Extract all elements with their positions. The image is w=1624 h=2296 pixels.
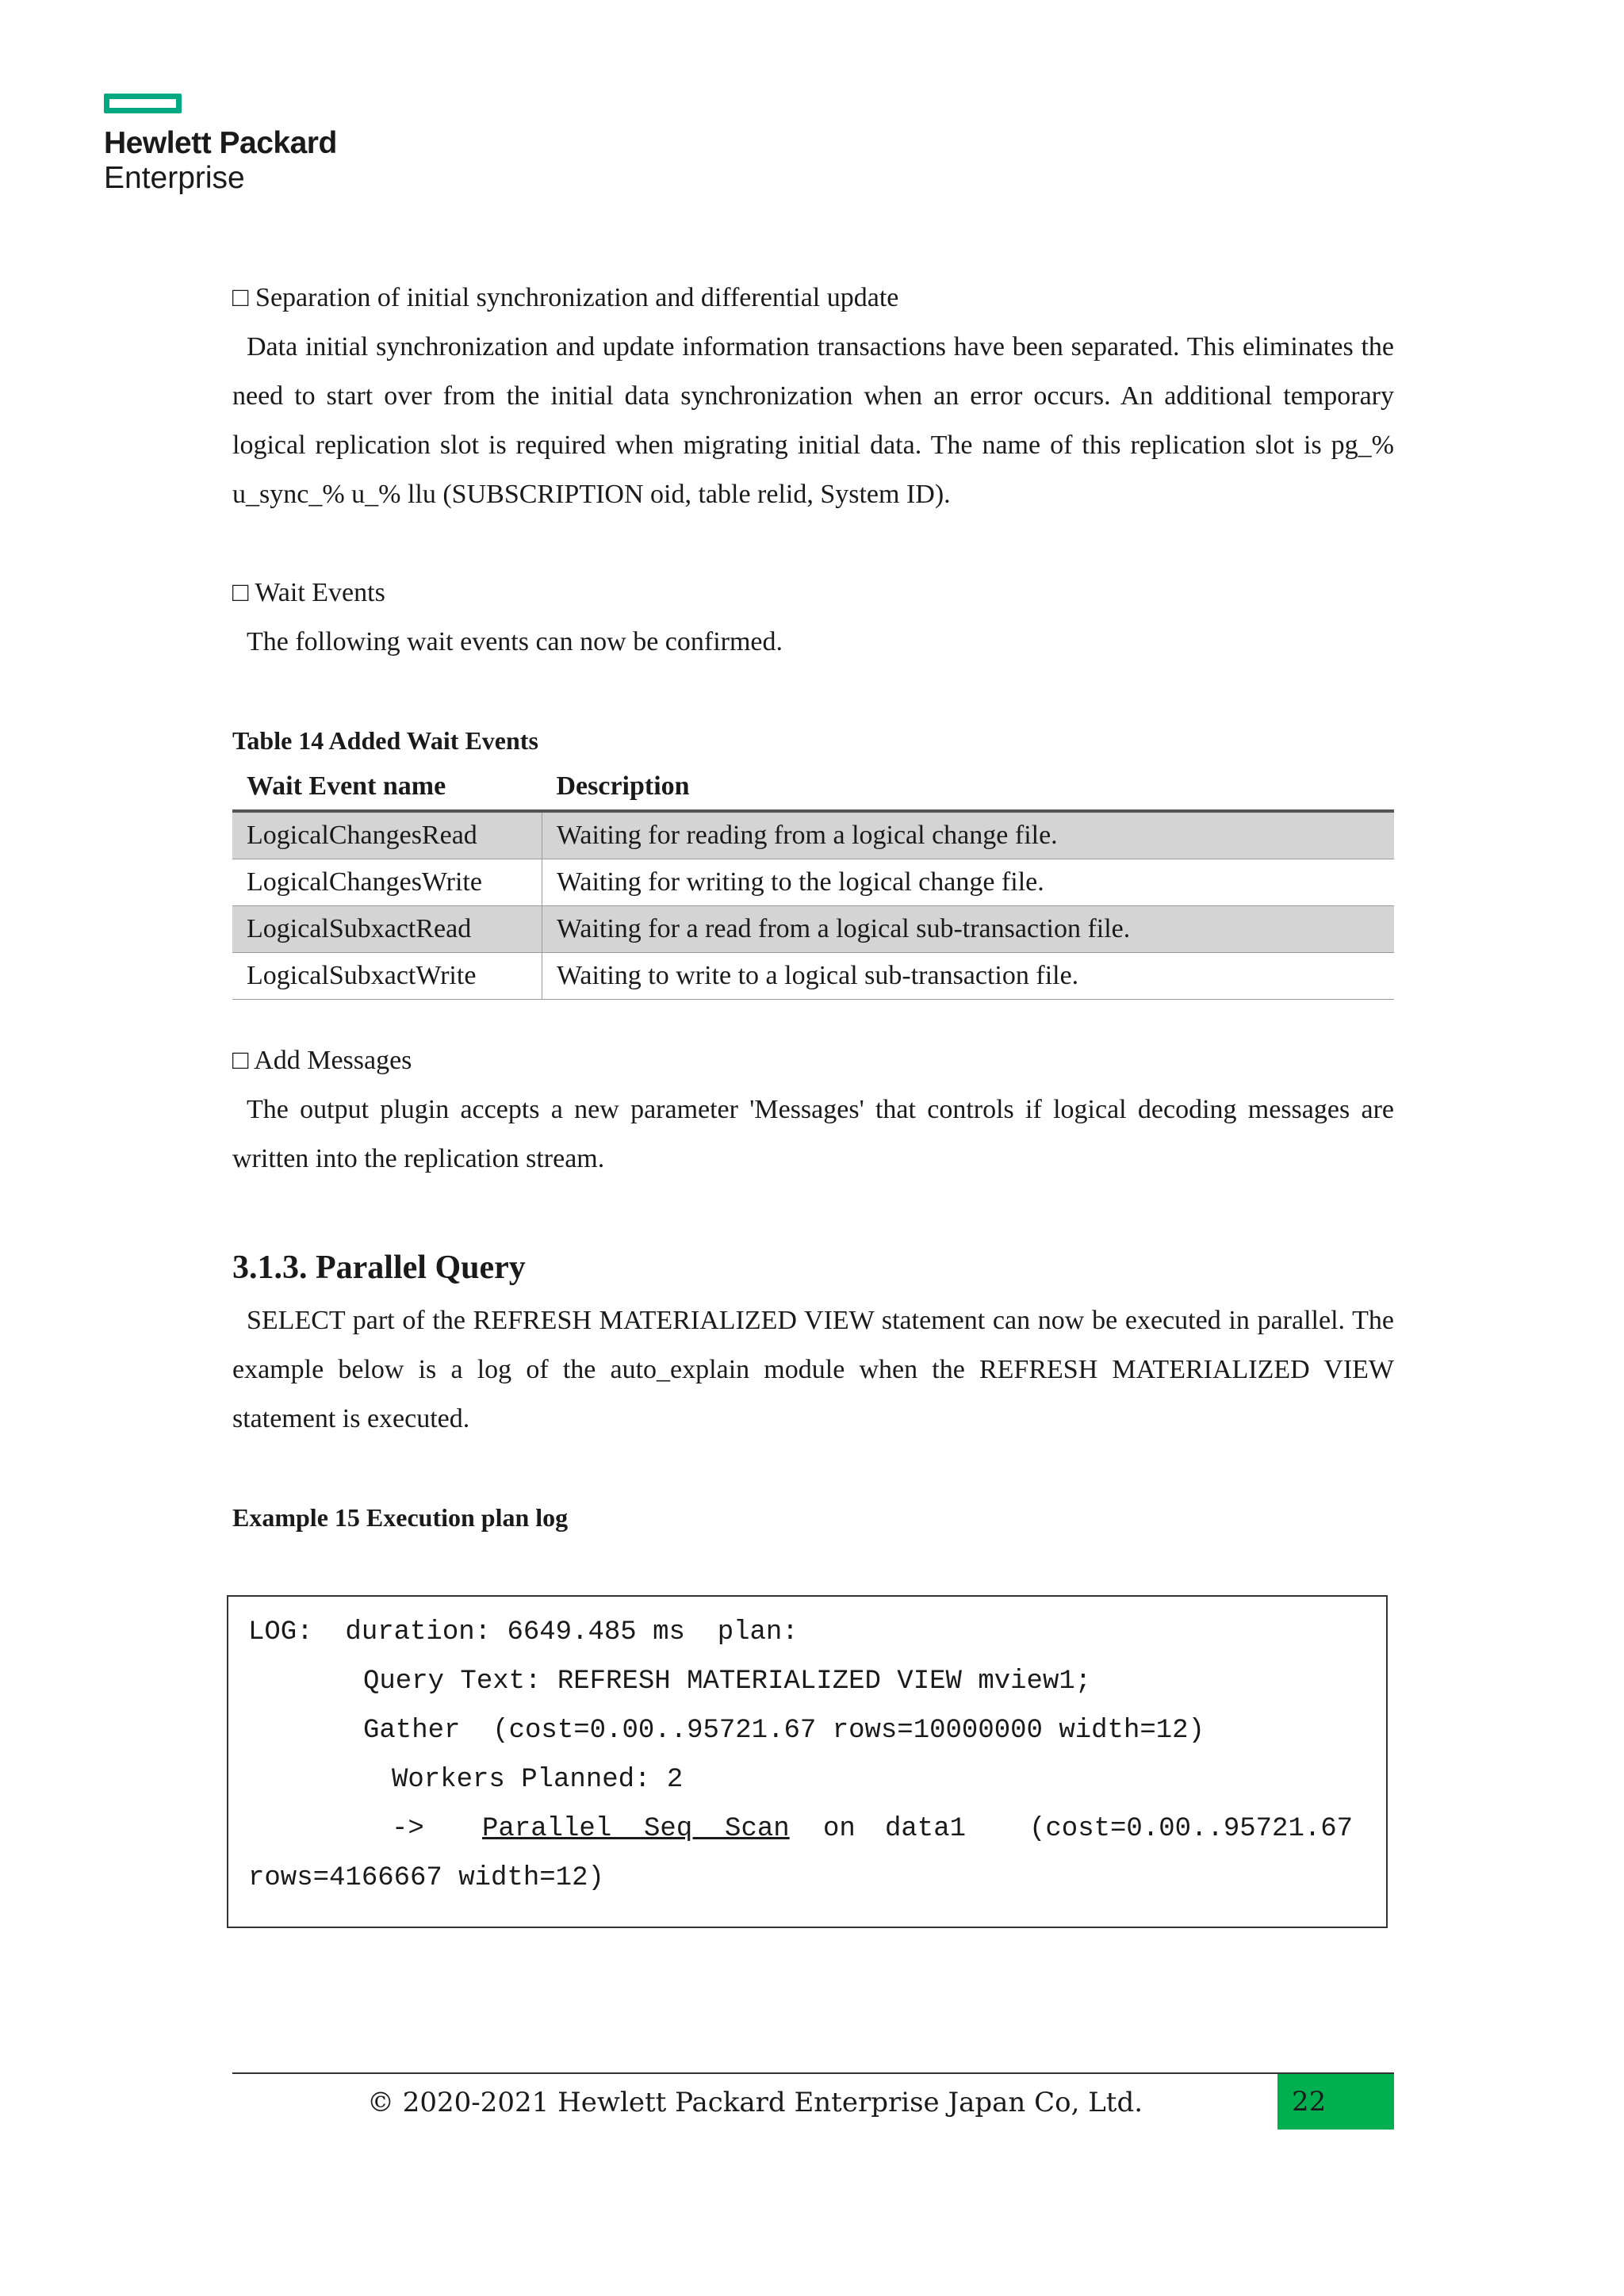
table-cell-description: Waiting for a read from a logical sub-transaction file. [542,906,1395,953]
table-cell-description: Waiting for writing to the logical change file. [542,859,1395,906]
section-heading-add-messages: □ Add Messages [232,1046,412,1075]
code-line: on [823,1814,856,1844]
hpe-logo [104,94,358,196]
code-line: (cost=0.00..95721.67 [1029,1814,1354,1844]
hpe-logo-mark [104,94,182,113]
table-cell-description: Waiting to write to a logical sub-transaction file. [542,953,1395,1000]
table-cell-event-name: LogicalChangesRead [232,811,542,859]
wait-events-table [232,763,1394,1000]
logo-text-line2: Enterprise [104,161,245,195]
table-header-cell: Wait Event name [232,763,542,811]
code-line: Workers Planned: 2 [392,1765,684,1795]
table-row [232,859,1394,906]
paragraph-wait-events: The following wait events can now be confirmed. [247,627,783,656]
table-header-row [232,763,1394,811]
execution-plan-code-block [227,1595,1388,1928]
paragraph-parallel-query: SELECT part of the REFRESH MATERIALIZED VIEW statement can now be executed in parallel. The example below is a log of the auto_explain module when the REFRESH MATERIALIZED VIEW statement is executed. [232,1306,1394,1433]
example-caption: Example 15 Execution plan log [232,1503,569,1532]
table-cell-event-name: LogicalSubxactWrite [232,953,542,1000]
code-line: data1 [885,1814,967,1844]
table-cell-event-name: LogicalSubxactRead [232,906,542,953]
table-header-cell: Description [542,763,1395,811]
table-row [232,811,1394,859]
section-title-parallel-query: 3.1.3. Parallel Query [232,1249,526,1286]
code-underlined-node: Parallel Seq Scan [482,1814,790,1844]
page-number-badge: 22 [1277,2074,1394,2130]
footer-copyright: © 2020-2021 Hewlett Packard Enterprise Japan Co, Ltd. [366,2087,1143,2118]
table-caption: Table 14 Added Wait Events [232,726,538,755]
table-cell-description: Waiting for reading from a logical change file. [542,811,1395,859]
section-heading-wait-events: □ Wait Events [232,578,385,607]
code-line: LOG: duration: 6649.485 ms plan: [248,1617,799,1647]
paragraph-initial-sync: Data initial synchronization and update information transactions have been separated. This eliminates the need to start over from the initial data synchronization when an error occurs. An additional temporary logical replication slot is required when migrating initial data. The name of this replication slot is pg_% u_sync_% u_% llu (SUBSCRIPTION oid, table relid, System ID). [232,332,1394,509]
logo-text-line1: Hewlett Packard [104,126,337,160]
code-line: -> [392,1814,424,1844]
table-cell-event-name: LogicalChangesWrite [232,859,542,906]
code-line: Gather (cost=0.00..95721.67 rows=10000000 width=12) [363,1716,1205,1746]
table-row [232,953,1394,1000]
code-line: Query Text: REFRESH MATERIALIZED VIEW mview1; [363,1667,1092,1697]
section-heading-initial-sync: □ Separation of initial synchronization and differential update [232,283,899,312]
table-row [232,906,1394,953]
footer-divider [232,2072,1394,2074]
code-line: rows=4166667 width=12) [248,1863,604,1893]
paragraph-add-messages: The output plugin accepts a new parameter 'Messages' that controls if logical decoding messages are written into the replication stream. [232,1095,1394,1173]
document-body [232,274,1394,1542]
